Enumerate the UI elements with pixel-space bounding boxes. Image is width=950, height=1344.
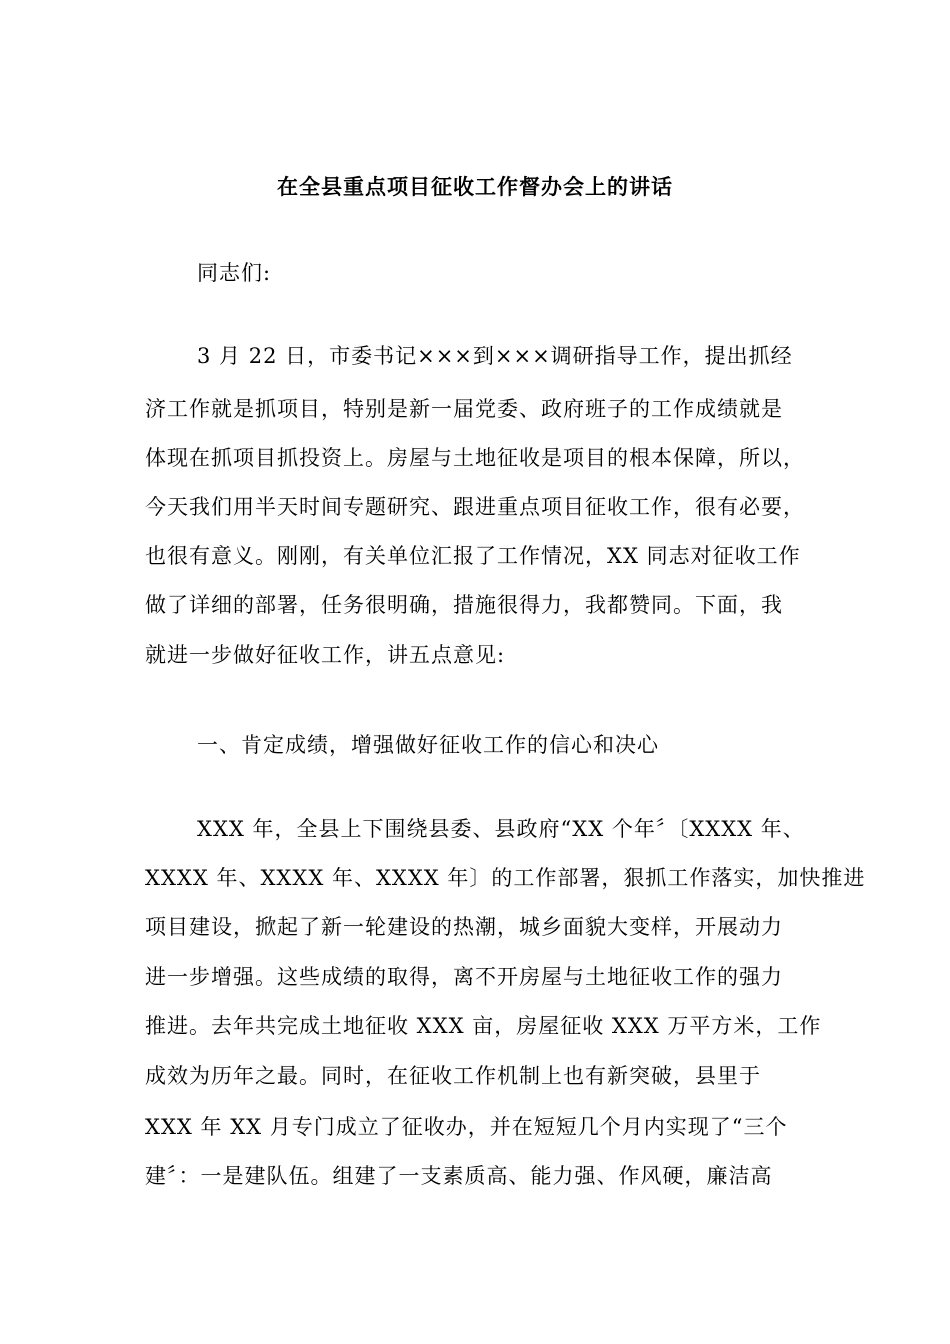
paragraph-line: XXX 年，全县上下围绕县委、县政府“XX 个年〞〔XXXX 年、 [197, 817, 805, 841]
document-title: 在全县重点项目征收工作督办会上的讲话 [277, 174, 673, 199]
paragraph-line: 做了详细的部署，任务很明确，措施很得力，我都赞同。下面，我 [145, 593, 783, 617]
paragraph-line: 成效为历年之最。同时，在征收工作机制上也有新突破，县里于 [145, 1064, 761, 1088]
paragraph-line: XXX 年 XX 月专门成立了征收办，并在短短几个月内实现了“三个 [145, 1115, 788, 1139]
paragraph-line: 项目建设，掀起了新一轮建设的热潮，城乡面貌大变样，开展动力 [145, 915, 783, 939]
paragraph-line: 3 月 22 日，市委书记×××到×××调研指导工作，提出抓经 [197, 344, 793, 368]
paragraph-line: 建〞：一是建队伍。组建了一支素质高、能力强、作风硬，廉洁高 [145, 1164, 773, 1188]
paragraph-line: 济工作就是抓项目，特别是新一届党委、政府班子的工作成绩就是 [145, 397, 783, 421]
paragraph-line: XXXX 年、XXXX 年、XXXX 年〕的工作部署，狠抓工作落实，加快推进 [145, 866, 866, 890]
paragraph-line: 体现在抓项目抓投资上。房屋与土地征收是项目的根本保障，所以， [145, 446, 805, 470]
paragraph-line: 今天我们用半天时间专题研究、跟进重点项目征收工作，很有必要， [145, 495, 805, 519]
paragraph-line: 进一步增强。这些成绩的取得，离不开房屋与土地征收工作的强力 [145, 965, 783, 989]
paragraph-line: 就进一步做好征收工作，讲五点意见: [145, 643, 506, 667]
paragraph-line: 推进。去年共完成土地征收 XXX 亩，房屋征收 XXX 万平方米，工作 [145, 1014, 822, 1038]
section-heading-1: 一、肯定成绩，增强做好征收工作的信心和决心 [197, 733, 659, 757]
salutation: 同志们: [197, 261, 272, 285]
paragraph-line: 也很有意义。刚刚，有关单位汇报了工作情况，XX 同志对征收工作 [145, 544, 801, 568]
